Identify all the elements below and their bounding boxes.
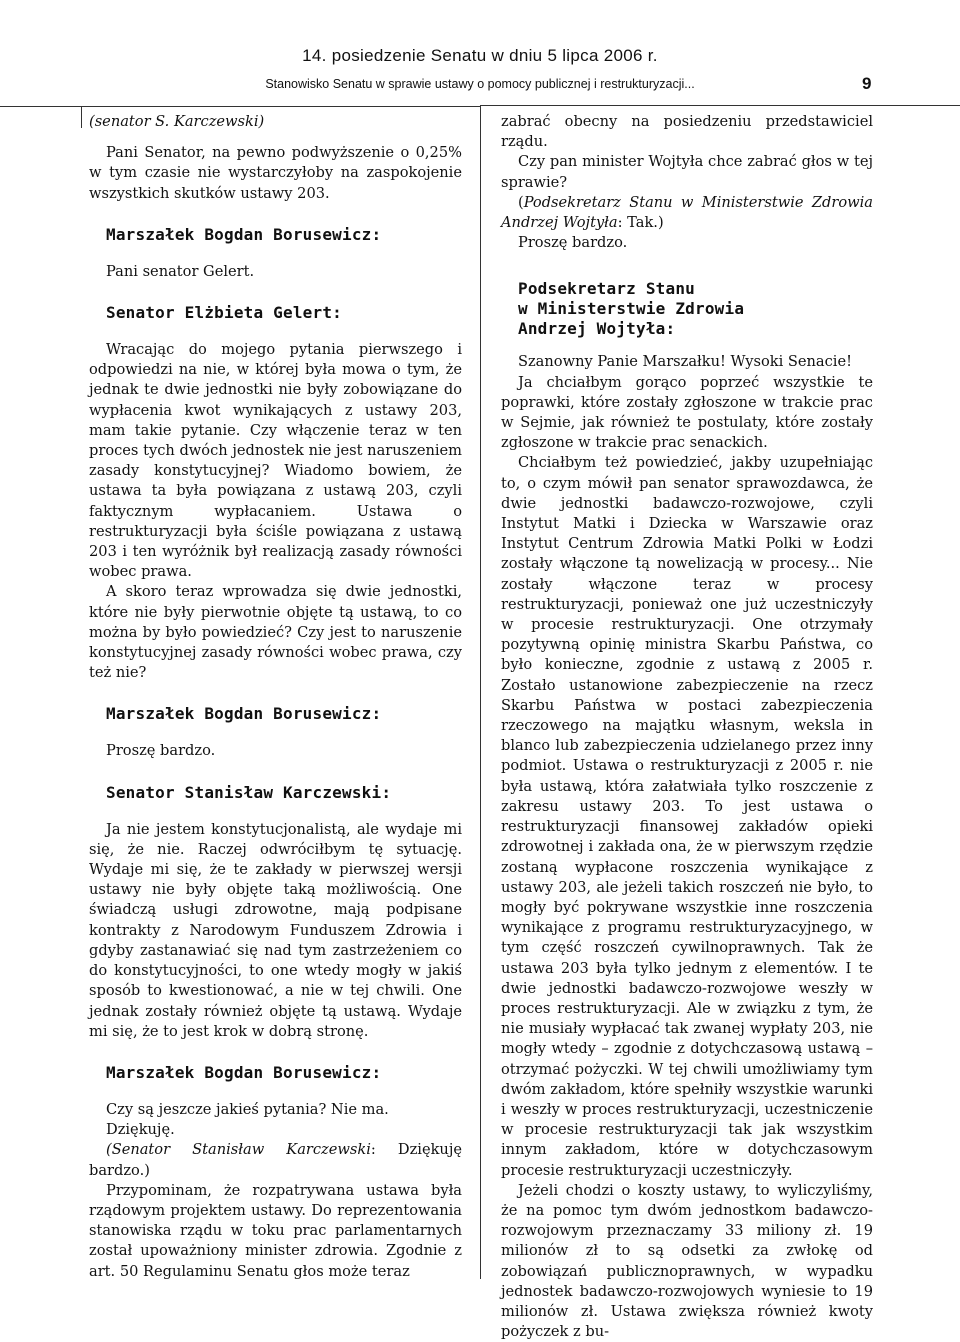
interjection [89, 1140, 462, 1180]
interjection-speaker: Podsekretarz Stanu w Ministerstwie Zdrowia Andrzej Wojtyła [501, 193, 873, 232]
speaker-heading: Senator Elżbieta Gelert: [106, 303, 342, 323]
speaker-heading: Marszałek Bogdan Borusewicz: [106, 224, 382, 244]
interjection-speaker: (Senator Stanisław Karczewski [106, 1141, 371, 1159]
speaker-heading: Senator Stanisław Karczewski: [106, 782, 392, 802]
paragraph: Czy pan minister Wojtyła chce zabrać głos w tej sprawie? [501, 153, 873, 191]
paragraph: Jeżeli chodzi o koszty ustawy, to wyliczyliśmy, że na pomoc tym dwóm jednostkom badawczo-rozwojowym przeznaczamy 33 miliony zł. 19 milionów zł to są odsetki za zwłokę od zobowiązań publicznoprawnych, w wypadku jednostek badawczo-rozwojowych wyniesie to 19 milionów zł. Ustawa zwiększa również kwoty pożyczek z bu- [501, 1181, 873, 1341]
column-divider [480, 106, 481, 1279]
paragraph: Pani senator Gelert. [106, 262, 255, 280]
paragraph: Ja nie jestem konstytucjonalistą, ale wydaje mi się, że nie. Raczej odwróciłbym tę sytuację. Wydaje mi się, że te zakłady w pierwszej wersji ustawy nie były objęte taką możliwością. One świadczą usługi zdrowotne, mają podpisane kontrakty z Narodowym Funduszem Zdrowia i gdyby zastanawiać się nad tym zastrzeżeniem co do konstytucyjności, to one wtedy mogły w jakiś sposób to kwestionować, a nie w tej chwili. One jednak zostały również objęte tą ustawą. Wydaje mi się, że to jest krok w dobrą stronę. [89, 820, 462, 1040]
paragraph: Pani Senator, na pewno podwyższenie o 0,25% w tym czasie nie wystarczyłoby na zaspokojenie wszystkich skutków ustawy 203. [89, 144, 462, 202]
paragraph: Chciałbym też powiedzieć, jakby uzupełniając to, o czym mówił pan senator sprawozdawca, że dwie jednostki badawczo-rozwojowe, czyli Instytut Matki i Dziecka w Warszawie oraz Instytut Centrum Zdrowia Matki Polki w Łodzi zostały włączone tą nowelizacją w procesy... Nie zostały włączone teraz w procesy restrukturyzacji, ponieważ one już uczestniczyły w procesie restrukturyzacji. One otrzymały pozytywną opinię ministra Skarbu Państwa, co było konieczne, zgodnie z ustawą z 2005 r. Zostało ustanowione zabezpieczenie na rzecz Skarbu Państwa w postaci zabezpieczenia rzeczowego na majątku własnym, weksla in blanco lub zabezpieczenia udzielanego przez inny podmiot. Ustawa o restrukturyzacji z 2005 r. nie była ustawą, która załatwiała tylko roszczenie z zakresu ustawy 203. To jest ustawa o restrukturyzacji finansowej zakładów opieki zdrowotnej i zakłada ona, że w pierwszym rzędzie zostaną wypłacone roszczenia wynikające z ustawy 203, ale jeżeli takich roszczeń nie było, to mogły być pokrywane wszystkie inne roszczenia wynikające z programu restrukturyzacyjnego, w tym część roszczeń cywilnoprawnych. Tak że ustawa 203 była tylko jednym z elementów. I te dwie jednostki badawczo-rozwojowe weszły w proces restrukturyzacji. Ale w związku z tym, że nie musiały wypłacać tak zwanej wypłaty 203, nie mogły wtedy – zgodnie z dotychczasową ustawą – otrzymać pożyczki. W tej chwili umożliwiamy tym dwóm zakładom, które spełniły wszystkie warunki i weszły w proces restrukturyzacji, uczestniczenie w procesie restrukturyzacji tak jak wszystkim innym zakładom, które w dotychczasowym procesie restrukturyzacji uczestniczyły. [501, 454, 873, 1179]
paragraph: Ja chciałbym gorąco poprzeć wszystkie te poprawki, które zostały zgłoszone w trakcie prac w Sejmie, jak również te postulaty, które zostały zgłoszone w trakcie prac senackich. [501, 373, 873, 452]
paragraph: Szanowny Panie Marszałku! Wysoki Senacie! [518, 353, 852, 371]
paragraph: zabrać obecny na posiedzeniu przedstawiciel rządu. [501, 113, 873, 151]
paragraph: Przypominam, że rozpatrywana ustawa była rządowym projektem ustawy. Do reprezentowania stanowiska rządu w toku prac parlamentarnych został upoważniony minister zdrowia. Zgodnie z art. 50 Regulaminu Senatu głos może teraz [89, 1181, 462, 1280]
paragraph: Wracając do mojego pytania pierwszego i odpowiedzi na nie, w której była mowa o tym, że jednak te dwie jednostki nie były zobowiązane do wypłacenia kwot wynikających z ustawy 203, mam takie pytanie. Czy włączenie teraz w ten proces tych dwóch jednostek nie jest naruszeniem zasady konstytucyjnej? Wiadomo bowiem, że ustawa ta była powiązana z ustawą 203, czyli faktycznym wypłacaniem. Ustawa o restrukturyzacji była ściśle powiązana z ustawą 203 i ten wyróżnik był realizacją zasady równości wobec prawa. [89, 341, 462, 581]
interjection-text: : Dziękuję bardzo.) [89, 1141, 462, 1179]
page-number: 9 [862, 74, 872, 93]
header-title: 14. posiedzenie Senatu w dniu 5 lipca 2006 r. [302, 46, 658, 65]
interjection-open: ( [518, 193, 524, 211]
paragraph: A skoro teraz wprowadza się dwie jednostki, które nie były pierwotnie objęte tą ustawą, to co można by było powiedzieć? Czy jest to naruszenie konstytucyjnej zasady równości wobec prawa, czy też nie? [89, 583, 462, 682]
speaker-heading: Marszałek Bogdan Borusewicz: [106, 1062, 382, 1082]
right-column [501, 112, 873, 1342]
speaker-heading-line: Andrzej Wojtyła: [518, 319, 676, 339]
page-header [0, 0, 960, 110]
paragraph: Czy są jeszcze jakieś pytania? Nie ma. [106, 1100, 389, 1118]
interjection-text: : Tak.) [617, 214, 664, 232]
header-subtitle: Stanowisko Senatu w sprawie ustawy o pomocy publicznej i restrukturyzacji... [265, 77, 695, 91]
speaker-heading [501, 279, 873, 339]
left-margin-tick [81, 106, 82, 128]
carry-over-speaker: (senator S. Karczewski) [89, 113, 265, 130]
paragraph: Proszę bardzo. [518, 234, 628, 252]
speaker-heading: Marszałek Bogdan Borusewicz: [106, 704, 382, 724]
header-rule-left [0, 106, 480, 107]
paragraph: Proszę bardzo. [106, 742, 216, 760]
left-column [89, 112, 462, 1282]
interjection [501, 193, 873, 233]
paragraph: Dziękuję. [106, 1121, 175, 1139]
speaker-heading-line: w Ministerstwie Zdrowia [518, 299, 745, 319]
header-rule-right [480, 105, 960, 106]
speaker-heading-line: Podsekretarz Stanu [518, 279, 695, 299]
